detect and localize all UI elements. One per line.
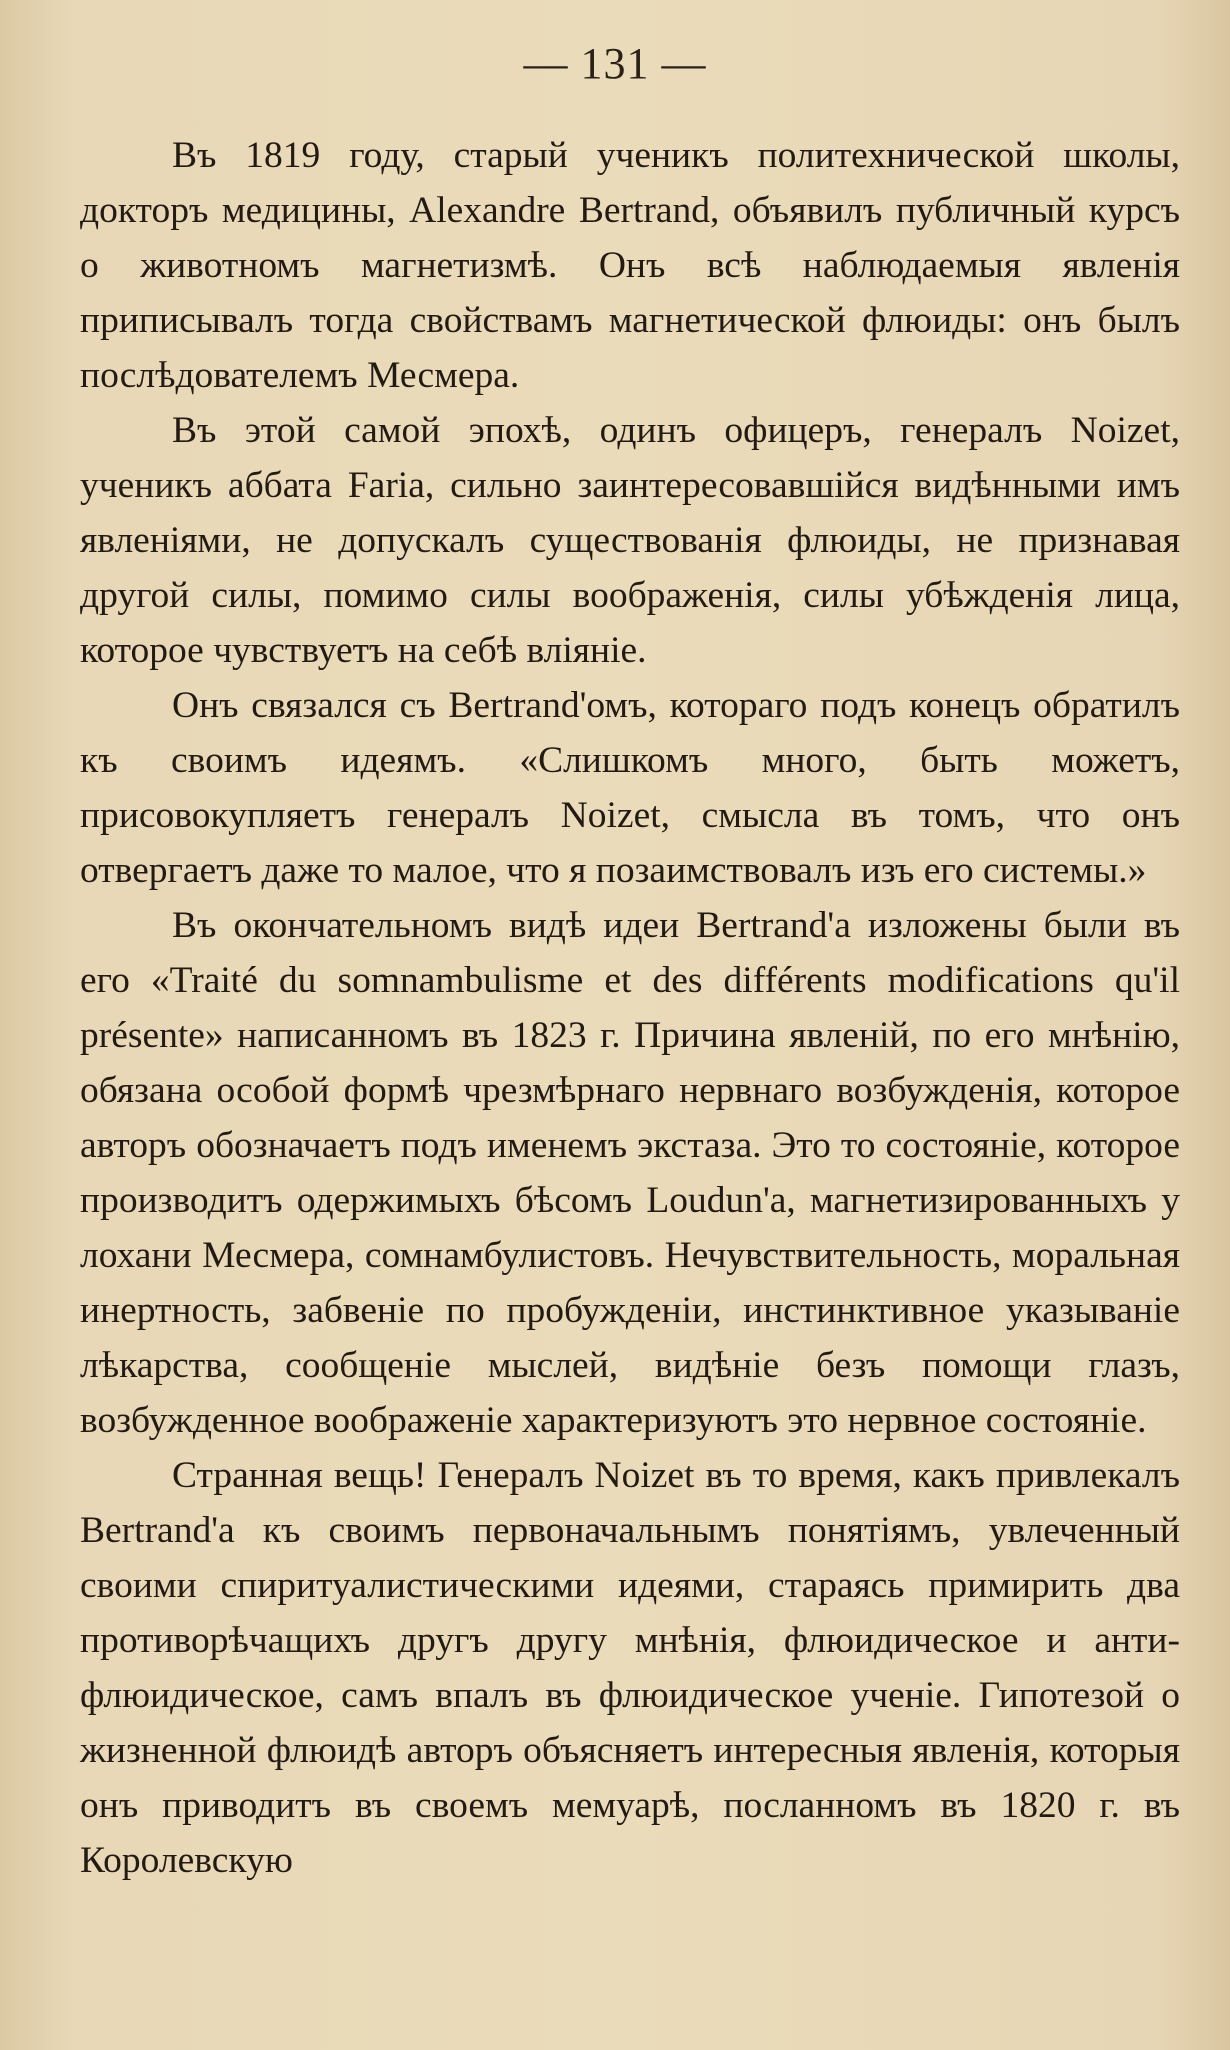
page-body: [80, 128, 1180, 1888]
paragraph-strange-thing: Странная вещь! Генералъ Noizet въ то время, какъ привлекалъ Bertrand'а къ своимъ первоначальнымъ понятіямъ, увлеченный своими спиритуалистическими идеями, стараясь примирить два противорѣчащихъ другъ другу мнѣнія, флюидическое и анти-флюидическое, самъ впалъ въ флюидическое ученіе. Гипотезой о жизненной флюидѣ авторъ объясняетъ интересныя явленія, которыя онъ приводитъ въ своемъ мемуарѣ, посланномъ въ 1820 г. въ Королевскую: [80, 1455, 1180, 1881]
paragraph-noizet-bertrand: Онъ связался съ Bertrand'омъ, котораго подъ конецъ обратилъ къ своимъ идеямъ. «Слишкомъ много, быть можетъ, присовокупляетъ генералъ Noizet, смысла въ томъ, что онъ отвергаетъ даже то малое, что я позаимствовалъ изъ его системы.»: [80, 685, 1180, 891]
paragraph-traite: Въ окончательномъ видѣ идеи Bertrand'а изложены были въ его «Traité du somnambulisme et des différents modifications qu'il présente» написанномъ въ 1823 г. Причина явленій, по его мнѣнію, обязана особой формѣ чрезмѣрнаго нервнаго возбужденія, которое авторъ обозначаетъ подъ именемъ экстаза. Это то состояніе, которое производитъ одержимыхъ бѣсомъ Loudun'а, магнетизированныхъ у лохани Месмера, сомнамбулистовъ. Нечувствительность, моральная инертность, забвеніе по пробужденіи, инстинктивное указываніе лѣкарства, сообщеніе мыслей, видѣніе безъ помощи глазъ, возбужденное воображеніе характеризуютъ это нервное состояніе.: [80, 905, 1180, 1441]
page-number: — 131 —: [523, 39, 707, 88]
paragraph-noizet-epoch: Въ этой самой эпохѣ, одинъ офицеръ, генералъ Noizet, ученикъ аббата Faria, сильно заинтересовавшійся видѣнными имъ явленіями, не допускалъ существованія флюиды, не признавая другой силы, помимо силы воображенія, силы убѣжденія лица, которое чувствуетъ на себѣ вліяніе.: [80, 410, 1180, 671]
paragraph-bertrand-course: Въ 1819 году, старый ученикъ политехнической школы, докторъ медицины, Alexandre Bertrand, объявилъ публичный курсъ о животномъ магнетизмѣ. Онъ всѣ наблюдаемыя явленія приписывалъ тогда свойствамъ магнетической флюиды: онъ былъ послѣдователемъ Месмера.: [80, 135, 1180, 396]
